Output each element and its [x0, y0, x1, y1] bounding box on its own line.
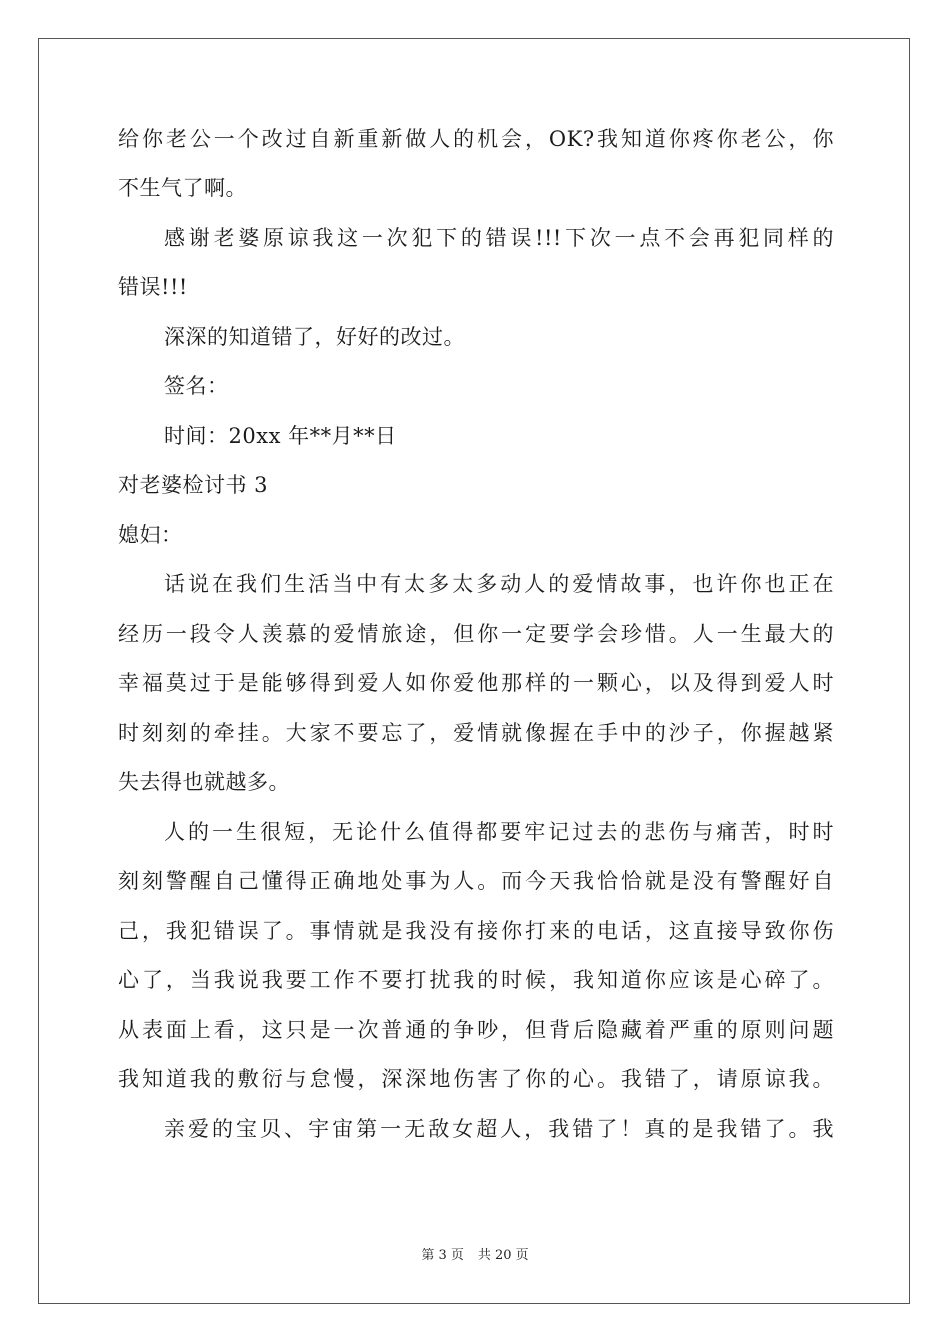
date-line: 时间：20xx 年**月**日 [164, 424, 397, 448]
body-line: 我知道我的敷衍与怠慢，深深地伤害了你的心。我错了，请原谅我。 [118, 1067, 834, 1091]
signature-label: 签名： [164, 374, 229, 398]
salutation: 媳妇： [118, 523, 183, 547]
page-number: 第 3 页 [421, 1248, 464, 1263]
body-line: 给你老公一个改过自新重新做人的机会，OK?我知道你疼你老公，你 [118, 127, 834, 151]
body-line: 幸福莫过于是能够得到爱人如你爱他那样的一颗心，以及得到爱人时 [118, 671, 834, 695]
body-line: 深深的知道错了，好好的改过。 [164, 325, 465, 349]
body-line: 刻刻警醒自己懂得正确地处事为人。而今天我恰恰就是没有警醒好自 [118, 869, 834, 893]
body-line: 经历一段令人羡慕的爱情旅途，但你一定要学会珍惜。人一生最大的 [118, 622, 834, 646]
body-line: 不生气了啊。 [118, 176, 247, 200]
section-title: 对老婆检讨书 3 [118, 473, 269, 497]
body-line: 心了，当我说我要工作不要打扰我的时候，我知道你应该是心碎了。 [118, 968, 834, 992]
body-line: 话说在我们生活当中有太多太多动人的爱情故事，也许你也正在 [164, 572, 834, 596]
page-total: 共 20 页 [477, 1248, 529, 1263]
body-line: 时刻刻的牵挂。大家不要忘了，爱情就像握在手中的沙子，你握越紧 [118, 721, 834, 745]
body-line: 感谢老婆原谅我这一次犯下的错误!!!下次一点不会再犯同样的 [164, 226, 834, 250]
body-line: 己，我犯错误了。事情就是我没有接你打来的电话，这直接导致你伤 [118, 919, 834, 943]
body-line: 从表面上看，这只是一次普通的争吵，但背后隐藏着严重的原则问题 [118, 1018, 834, 1042]
body-line: 亲爱的宝贝、宇宙第一无敌女超人，我错了！真的是我错了。我 [164, 1117, 834, 1141]
body-line: 失去得也就越多。 [118, 770, 290, 794]
page-footer [0, 1248, 950, 1264]
body-line: 错误!!! [118, 275, 188, 299]
body-line: 人的一生很短，无论什么值得都要牢记过去的悲伤与痛苦，时时 [164, 820, 834, 844]
